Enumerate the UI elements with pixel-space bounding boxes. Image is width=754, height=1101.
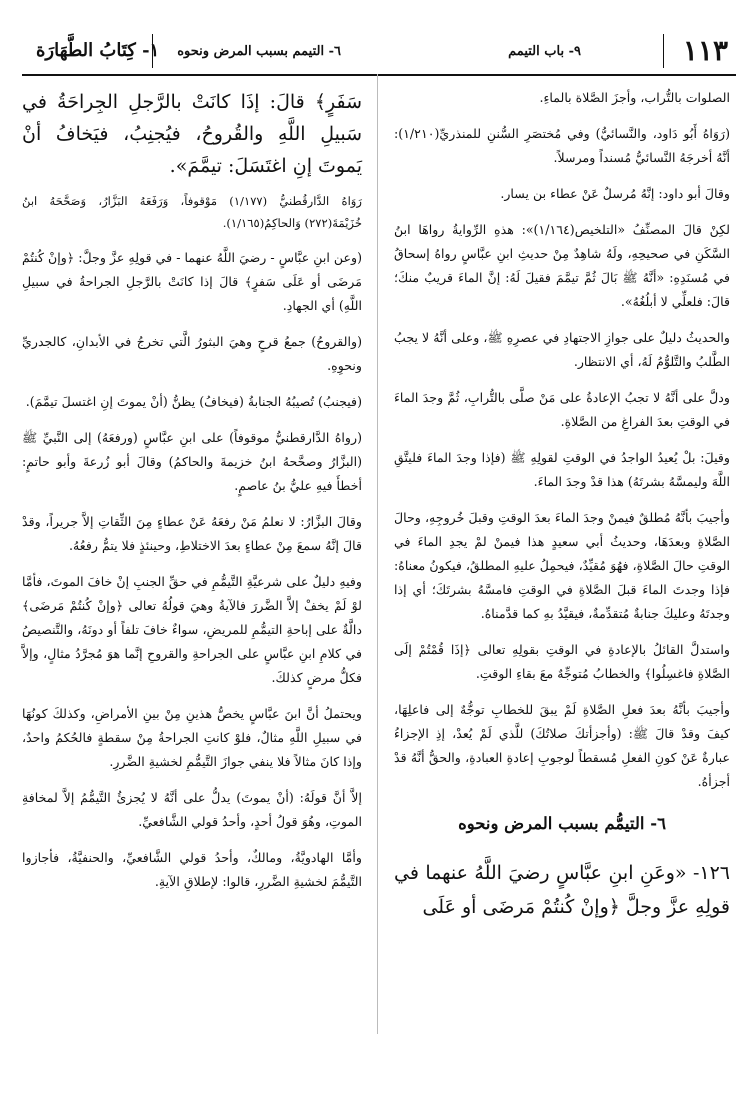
chapter-title: ٩- باب التيمم — [508, 44, 581, 59]
paragraph: وقالَ أبو داود: إنَّهُ مُرسلٌ عَنْ عطاء بن يسار. — [500, 186, 730, 201]
paragraph: وأجيبَ بأنَّهُ بعدَ فعلِ الصَّلاةِ لَمْ يبقَ للخطابِ توجُّهٌ إلى فاعلِهَا، كيفَ وقدْ قالَ ﷺ: (وأجزأتكَ صلاتُكَ) للَّذي لَمْ يُعدْ، إذِ الإجزاءُ عبارةٌ عَنْ كونِ الفعلِ مُسقطاً لوجوبِ إعادةِ العبادةِ، والحقُّ أنَّهُ قدْ أجزأهُ. — [394, 702, 730, 789]
hadith-end: سَفَرٍ﴾ قالَ: إذَا كانَتْ بالرَّجلِ الجِراحَةُ في سَبيلِ اللَّهِ والقُروحُ، فيُجنِبُ، فيَخافُ أنْ يَموتَ إنِ اغتَسَلَ: تيمَّمَ». — [22, 91, 362, 177]
section-heading: ٦- التيمُّم بسبب المرض ونحوه — [458, 814, 666, 833]
hadith-start: ١٢٦- «وعَنِ ابنِ عبَّاسٍ رضيَ اللَّهُ عنهما في قولِهِ عزَّ وجلَّ ﴿وإنْ كُنتُمْ مَرضَى أو عَلَى — [394, 862, 730, 918]
paragraph: إلاَّ أنَّ قولَهُ: (أنْ يموتَ) يدلُّ على أنَّهُ لا يُجزئُ التَّيمُّمُ إلاَّ لمخافةِ الموتِ، وهُوَ قولُ أحدٍ، وأحدُ قولي الشَّافعيِّ. — [22, 790, 362, 829]
paragraph: وأمَّا الهادويَّةُ، ومالكٌ، وأحدُ قولي الشَّافعيِّ، والحنفيَّةُ، فأجازوا التَّيمُّمَ لخشيةِ الضَّررِ، قالوا: لإطلاقِ الآيةِ. — [22, 850, 362, 889]
paragraph: (وعن ابنِ عبَّاسٍ - رضيَ اللَّهُ عنهما - في قولِهِ عزَّ وجلَّ: ﴿وإنْ كُنتُمْ مَرضَى أو عَلَى سَفرٍ﴾ قالَ إذا كانَتْ بالرَّجلِ الجراحةُ في سبيلِ اللَّهِ) أي الجهادِ. — [22, 250, 362, 313]
paragraph: (رواهُ الدَّارقطنيُّ موقوفاً) على ابنِ عبَّاسٍ (ورفعَهُ) إلى النَّبيِّ ﷺ (البزَّارُ وصحَّحهُ ابنُ خزيمةَ والحاكمُ) وقالَ أبو زُرعةَ وأبو حاتمٍ: أخطأَ فيهِ عليُّ بنُ عاصمٍ. — [22, 430, 362, 493]
header-divider — [663, 34, 664, 68]
paragraph: ودلَّ على أنَّهُ لا تجبُ الإعادةُ على مَنْ صلَّى بالتُّرابِ، ثُمَّ وجدَ الماءَ في الوقتِ بعدَ الفراغِ من الصَّلاةِ. — [394, 390, 730, 429]
paragraph: وقالَ البزَّارُ: لا نعلمُ مَنْ رفعَهُ عَنْ عطاءٍ مِنَ الثِّقاتِ إلاَّ جريراً، وقدْ قالَ إنَّهُ سمعَ مِنْ عطاءٍ بعدَ الاختلاطِ، وحينئذٍ فلا يتمُّ رفعُهُ. — [22, 514, 362, 553]
paragraph: (رَوَاهُ أَبُو دَاود، والنَّسائيُّ) وفي مُختصَرِ السُّننِ للمنذريِّ(١/٢١٠): أنَّهُ أخرجَهُ النَّسائيُّ مُسنداً ومرسلاً. — [394, 126, 730, 165]
paragraph: لكِنْ قالَ المصنِّفُ «التلخيص(١/١٦٤)»: هذهِ الرِّوايةُ رواهَا ابنُ السَّكَنِ في صحيحِهِ، ولَهُ شاهِدٌ مِنْ حديثِ ابنِ عبَّاسٍ رواهُ إسحاقُ في مُسنَدِهِ: «أنَّهُ ﷺ بَالَ ثُمَّ تيمَّمَ فقيلَ لَهُ: إنَّ الماءَ قريبٌ منكَ؛ قالَ: فلعلِّي لا أبلُغُهُ». — [394, 222, 730, 309]
paragraph: (فيجنبُ) تُصيبُهُ الجنابةُ (فيخافُ) يظنُّ (أنْ يموتَ إنِ اغتسلَ تيمَّمَ). — [25, 394, 362, 409]
page-header — [22, 28, 736, 76]
left-column — [22, 86, 362, 906]
page-number: ١١٣ — [682, 34, 728, 67]
paragraph: وقيلَ: بلْ يُعيدُ الواجدُ في الوقتِ لقولِهِ ﷺ (فإذا وجدَ الماءَ فليتَّقِ اللَّهَ وليمسَّهُ بشرتَهُ) هذا قدْ وجدَ الماءَ. — [394, 450, 730, 489]
paragraph: وفيهِ دليلٌ على شرعيَّةِ التَّيمُّمِ في حقِّ الجنبِ إنْ خافَ الموتَ، فأمَّا لوْ لَمْ يخفْ إلاَّ الضَّررَ فالآيةُ وهيَ قولُهُ تعالى ﴿وإنْ كُنتُمْ مَرضَى﴾ دالَّةٌ على إباحةِ التيمُّمِ للمريضِ، سواءٌ خافَ تلفاً أو دونَهُ، والتَّنصيصُ في كلامِ ابنِ عبَّاسٍ على الجراحةِ والقروحِ إنَّما هوَ مُجرَّدُ مثالٍ، وإلاَّ فكلُّ مرضٍ كذلكَ. — [22, 574, 362, 685]
right-column — [394, 86, 730, 924]
paragraph: الصلوات بالتُّراب، وأجزَ الصَّلاة بالماءِ. — [539, 90, 730, 105]
hadith-citation: رَوَاهُ الدَّارقُطنيُّ (١/١٧٧) مَوْقوفاً، وَرَفَعَهُ البَزَّارُ، وَصَحَّحَهُ ابنُ خُزَيْمَةَ(٢٧٢) وَالحاكِمُ(١/١٦٥). — [22, 194, 362, 230]
book-title: ١- كِتَابُ الطَّهَارَة — [36, 40, 160, 61]
paragraph: والحديثُ دليلٌ على جوازِ الاجتهادِ في عصرِهِ ﷺ، وعلى أنَّهُ لا يجبُ الطَّلبُ والتَّلوُّمُ لَهُ، أي الانتظار. — [394, 330, 730, 369]
section-title: ٦- التيمم بسبب المرض ونحوه — [177, 44, 341, 59]
column-divider — [377, 74, 378, 1034]
paragraph: ويحتملُ أنَّ ابنَ عبَّاسٍ يخصُّ هذينِ مِنْ بينِ الأمراضِ، وكذلكَ كونُهَا في سبيلِ اللَّهِ مثالٌ، فلوْ كانتِ الجراحةُ مِنْ سقطةٍ فالحُكمُ واحدٌ، وإذا كانَ مثالاً فلا ينفي جوازَ التَّيمُّمِ لخشيةِ الضَّررِ. — [22, 706, 362, 769]
paragraph: واستدلَّ القائلُ بالإعادةِ في الوقتِ بقولِهِ تعالى ﴿إذَا قُمْتُمْ إلَى الصَّلاةِ فاغسِلُوا﴾ والخطابُ مُتوجِّهٌ معَ بقاءِ الوقتِ. — [394, 642, 730, 681]
paragraph: (والقروحُ) جمعُ قرحٍ وهيَ البثورُ الَّتي تخرجُ في الأبدانِ، كالجدريِّ ونحوِهِ. — [22, 334, 362, 373]
paragraph: وأجيبَ بأنَّهُ مُطلقٌ فيمنْ وجدَ الماءَ بعدَ الوقتِ وقبلَ خُروجِهِ، وحالَ الصَّلاةِ وبعدَهَا، وحديثُ أبي سعيدٍ هذا فيمنْ لمْ يجدِ الماءَ في الوقتِ حالَ الصَّلاةِ، فهُوَ مُقيِّدٌ، فيحمِلُ عليهِ المطلقُ، فيكونُ معناهُ: فإذا وجدتَ الماءَ قبلَ الصَّلاةِ في الوقتِ فامسَّهُ بشرتَكَ؛ أي إذا وجدتَهُ وعليكَ جنابةٌ مُتقدِّمةٌ، فيقيَّدُ بهِ كما قدَّمناهُ. — [394, 510, 730, 621]
